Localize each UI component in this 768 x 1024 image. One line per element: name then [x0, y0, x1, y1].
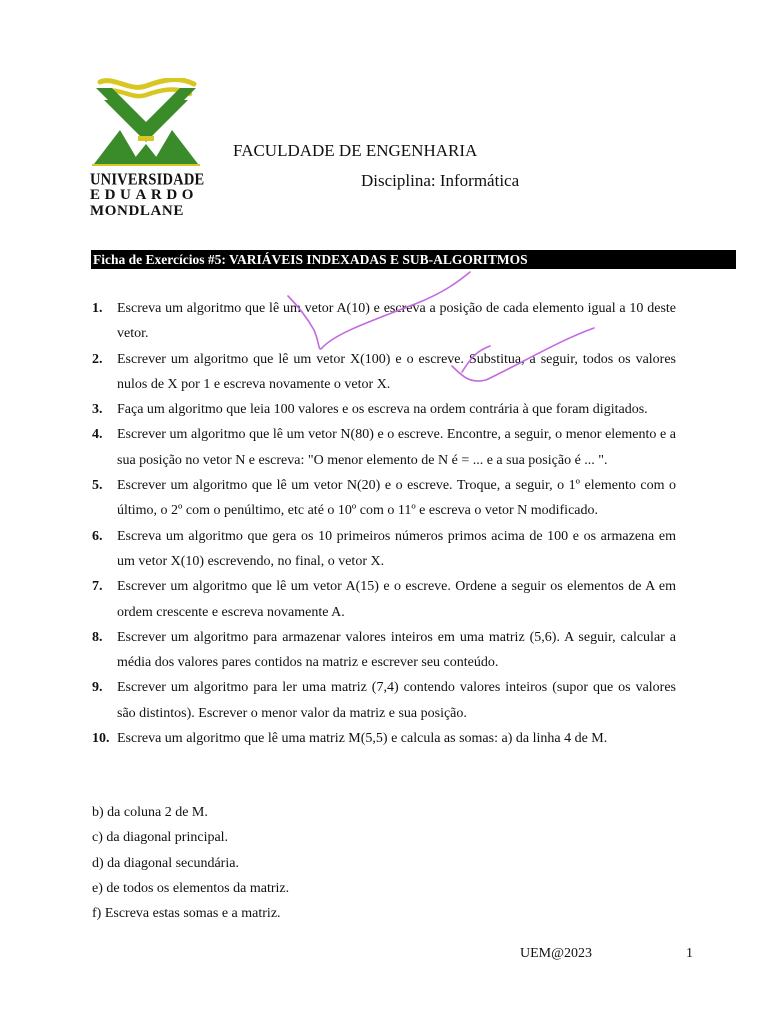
sum-subitem: d) da diagonal secundária. [92, 855, 239, 871]
sum-subitem: f) Escreva estas somas e a matriz. [92, 906, 281, 922]
exercise-number: 8. [92, 629, 103, 645]
exercise-item [92, 347, 676, 398]
exercise-text: Escrever um algoritmo que lê um vetor N(20) e o escreve. Troque, a seguir, o 1º elemento com o último, o 2º com o penúltimo, etc até o 10º com o 11º e escreva o vetor N modificado. [117, 478, 676, 519]
exercise-text: Escreva um algoritmo que lê uma matriz M(5,5) e calcula as somas: a) da linha 4 de M. [117, 731, 608, 747]
faculty-title: FACULDADE DE ENGENHARIA [233, 141, 478, 160]
sum-subitem: e) de todos os elementos da matriz. [92, 880, 290, 896]
exercise-text: Escrever um algoritmo para ler uma matriz (7,4) contendo valores inteiros (supor que os valores são distintos). Escrever o menor valor da matriz e sua posição. [117, 680, 676, 721]
footer-label: UEM@2023 [520, 946, 593, 961]
exercise-number: 9. [92, 680, 103, 696]
exercise-number: 3. [92, 402, 103, 418]
sum-subitem: c) da diagonal principal. [92, 830, 229, 846]
exercise-text: Escrever um algoritmo que lê um vetor N(80) e o escreve. Encontre, a seguir, o menor elemento e a sua posição no vetor N e escreva: "O menor elemento de N é = ... e a sua posição é ... ". [117, 427, 676, 468]
exercise-text: Escrever um algoritmo para armazenar valores inteiros em uma matriz (5,6). A seguir, calcular a média dos valores pares contidos na matriz e escrever seu conteúdo. [117, 629, 676, 671]
exercise-number: 6. [92, 528, 103, 544]
sum-subitem: b) da coluna 2 de M. [92, 805, 208, 820]
worksheet-banner: Ficha de Exercícios #5: VARIÁVEIS INDEXADAS E SUB-ALGORITMOS [91, 250, 736, 269]
exercise-item [92, 296, 676, 347]
exercise-text: Escreva um algoritmo que lê um vetor A(10) e escreva a posição de cada elemento igual a 10 deste vetor. [117, 301, 676, 342]
exercise-number: 1. [92, 301, 103, 316]
exercise-item [92, 675, 676, 726]
uem-emblem-icon [90, 78, 202, 166]
exercise-text: Escrever um algoritmo que lê um vetor A(15) e o escreve. Ordene a seguir os elementos de A em ordem crescente e escreva novamente A. [117, 579, 676, 620]
exercise-item [92, 524, 676, 575]
exercise-item [92, 625, 676, 676]
exercise-item [92, 726, 676, 751]
logo-line-2: EDUARDO [90, 187, 199, 203]
exercise-text: Escreva um algoritmo que gera os 10 primeiros números primos acima de 100 e os armazena em um vetor X(10) escrevendo, no final, o vetor X. [117, 528, 676, 569]
exercise-item [92, 422, 676, 473]
university-logo [88, 78, 208, 220]
logo-line-3: MONDLANE [90, 203, 184, 219]
page-number: 1 [686, 946, 693, 961]
discipline-title: Disciplina: Informática [361, 171, 520, 190]
logo-line-1: UNIVERSIDADE [90, 170, 205, 190]
exercise-list [92, 296, 676, 751]
exercise-item [92, 574, 676, 625]
exercise-item [92, 473, 676, 524]
exercise-number: 10. [92, 731, 110, 747]
exercise-text: Faça um algoritmo que leia 100 valores e os escreva na ordem contrária à que foram digitados. [117, 402, 648, 418]
sum-subitems-list [92, 800, 289, 926]
exercise-number: 5. [92, 478, 103, 494]
exercise-text: Escrever um algoritmo que lê um vetor X(100) e o escreve. Substitua, a seguir, todos os valores nulos de X por 1 e escreva novamente o vetor X. [117, 351, 676, 392]
exercise-number: 2. [92, 351, 103, 367]
exercise-number: 4. [92, 427, 103, 443]
exercise-item [92, 397, 676, 422]
exercise-number: 7. [92, 579, 103, 595]
